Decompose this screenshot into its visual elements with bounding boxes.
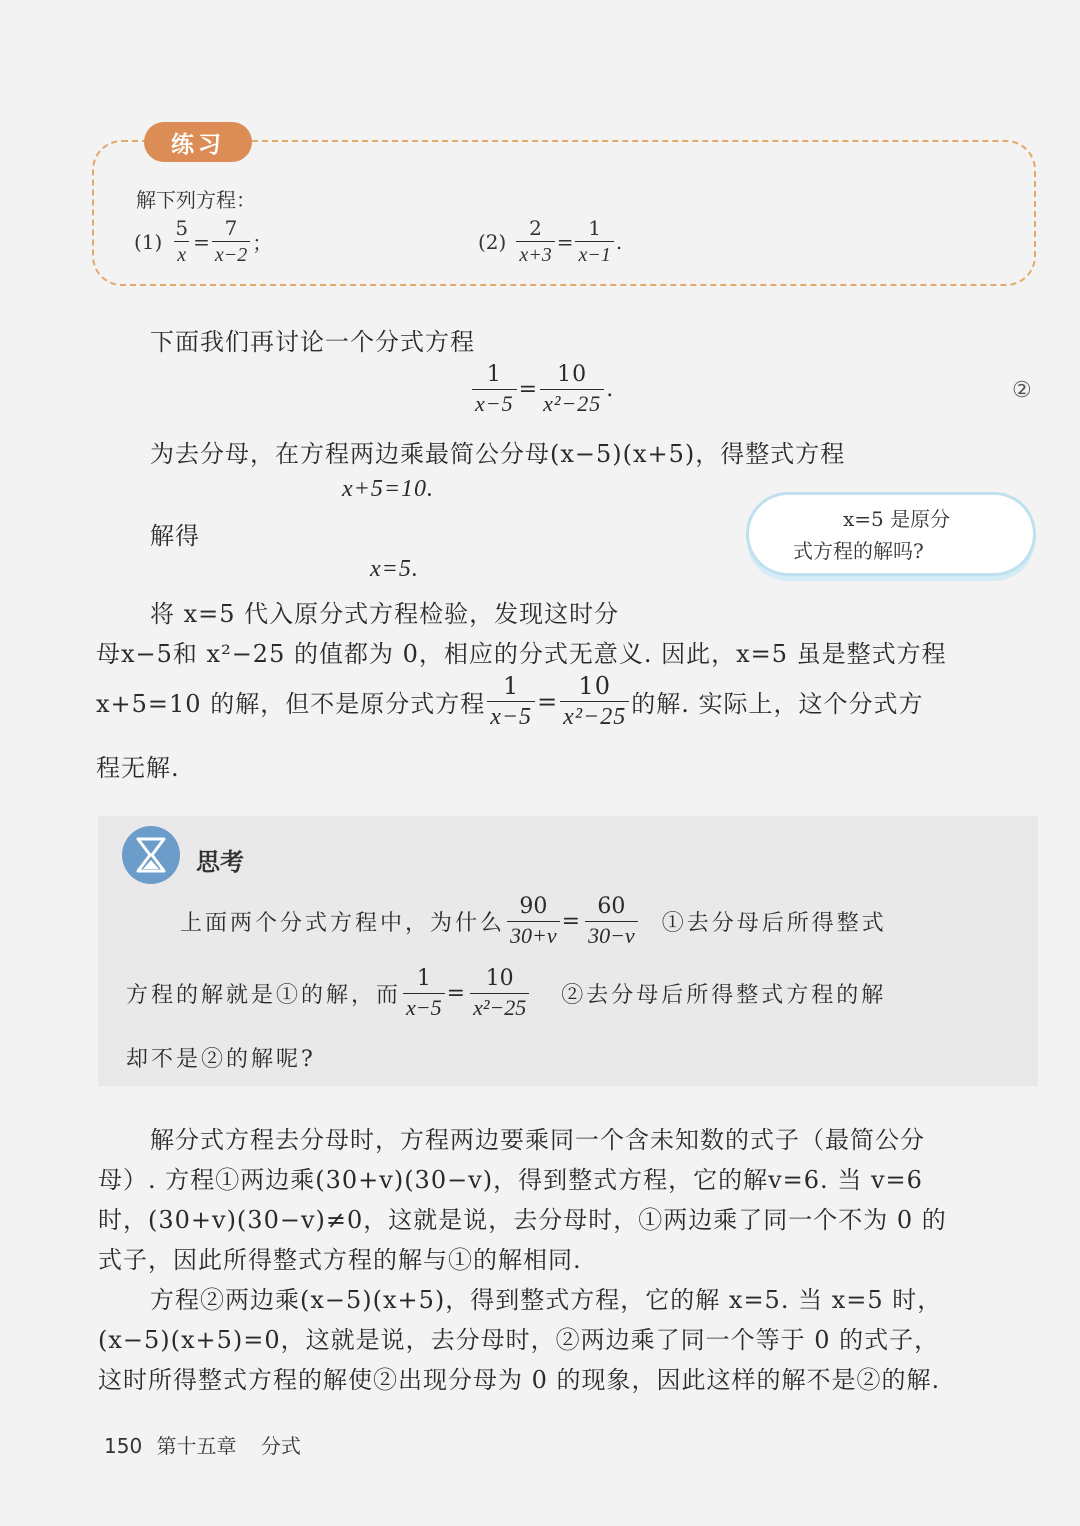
exercise-tag: 练习 xyxy=(144,122,252,162)
intro-text: 下面我们再讨论一个分式方程 xyxy=(150,328,475,356)
fraction: $\frac{60}{30-v}$ xyxy=(585,896,638,947)
paragraph-line: 将 x=5 代入原分式方程检验，发现这时分 xyxy=(150,600,620,628)
paragraph-line: 为去分母，在方程两边乘最简公分母(x−5)(x+5)，得整式方程 xyxy=(150,440,846,468)
think-line3: 却不是②的解呢? xyxy=(126,1047,316,1072)
paragraph-line: 程无解. xyxy=(96,754,180,782)
cloud-text-line2: 式方程的解吗? xyxy=(793,539,924,563)
fraction: $\frac{1}{x-1}$ xyxy=(575,218,613,265)
equation-2-label: ② xyxy=(1012,378,1032,403)
exercise-q2: (2) $\frac{2}{x+3}$ = $\frac{1}{x-1}$ . xyxy=(478,216,623,266)
equation-4: x=5. xyxy=(370,556,419,582)
fraction: $\frac{7}{x-2}$ xyxy=(212,218,250,265)
fraction: $\frac{2}{x+3}$ xyxy=(516,218,554,265)
paragraph-line: 母）. 方程①两边乘(30+v)(30−v)，得到整式方程，它的解v=6. 当 v=6 xyxy=(98,1166,923,1194)
exercise-instruction: 解下列方程： xyxy=(136,188,256,212)
cloud-text-line1: x=5 是原分 xyxy=(843,507,951,531)
fraction: $\frac{90}{30+v}$ xyxy=(507,896,560,947)
think-title: 思考 xyxy=(196,848,244,876)
fraction: $\frac{10}{\text{x²−25}}$ xyxy=(560,674,629,729)
equation-3: x+5=10. xyxy=(342,476,435,502)
exercise-q1: (1) $\frac{5}{x}$ = $\frac{7}{x-2}$ ； xyxy=(134,216,273,266)
page-footer xyxy=(104,1430,301,1459)
page-number: 150 xyxy=(104,1434,143,1458)
think-line2: 方程的解就是①的解，而 $\frac{1}{x-5}$ = $\frac{10}{\text{x²−25}}$ ②去分母后所得整式方程的解 xyxy=(126,966,887,1020)
fraction: $\frac{1}{x-5}$ xyxy=(487,674,535,729)
think-line1: 上面两个分式方程中，为什么 $\frac{90}{30+v}$ = $\frac{60}{30-v}$ ①去分母后所得整式 xyxy=(180,894,887,948)
paragraph-line: 这时所得整式方程的解使②出现分母为 0 的现象，因此这样的解不是②的解. xyxy=(98,1366,941,1394)
paragraph-line: (x−5)(x+5)=0，这就是说，去分母时，②两边乘了同一个等于 0 的式子， xyxy=(98,1326,940,1354)
topic-label: 分式 xyxy=(260,1434,301,1458)
fraction: $\frac{1}{x-5}$ xyxy=(403,968,445,1019)
hourglass-icon xyxy=(122,826,180,884)
fraction: $\frac{1}{x-5}$ xyxy=(472,364,517,415)
paragraph-line: 式子，因此所得整式方程的解与①的解相同. xyxy=(98,1246,582,1274)
paragraph-line: 解得 xyxy=(150,522,200,550)
paragraph-line: 时，(30+v)(30−v)≠0，这就是说，去分母时，①两边乘了同一个不为 0 的 xyxy=(98,1206,947,1234)
fraction: $\frac{5}{x}$ xyxy=(175,216,189,266)
paragraph-line: 解分式方程去分母时，方程两边要乘同一个含未知数的式子（最简公分 xyxy=(150,1126,925,1154)
fraction: $\frac{10}{\text{x²−25}}$ xyxy=(540,364,604,415)
paragraph-line: 方程②两边乘(x−5)(x+5)，得到整式方程，它的解 x=5. 当 x=5 时， xyxy=(150,1286,943,1314)
fraction: $\frac{10}{\text{x²−25}}$ xyxy=(470,968,529,1019)
thought-cloud xyxy=(746,492,1036,576)
paragraph-line: 母x−5和 x²−25 的值都为 0，相应的分式无意义. 因此，x=5 虽是整式方程 xyxy=(96,640,947,668)
equation-2: $\frac{1}{x-5}$ = $\frac{10}{\text{x²−25}}$ . xyxy=(470,364,614,415)
paragraph-line-with-fraction: x+5=10 的解，但不是原分式方程 $\frac{1}{x-5}$ = $\frac{10}{\text{x²−25}}$ 的解. 实际上，这个分式方 xyxy=(96,672,924,730)
chapter-label: 第十五章 xyxy=(156,1434,237,1458)
